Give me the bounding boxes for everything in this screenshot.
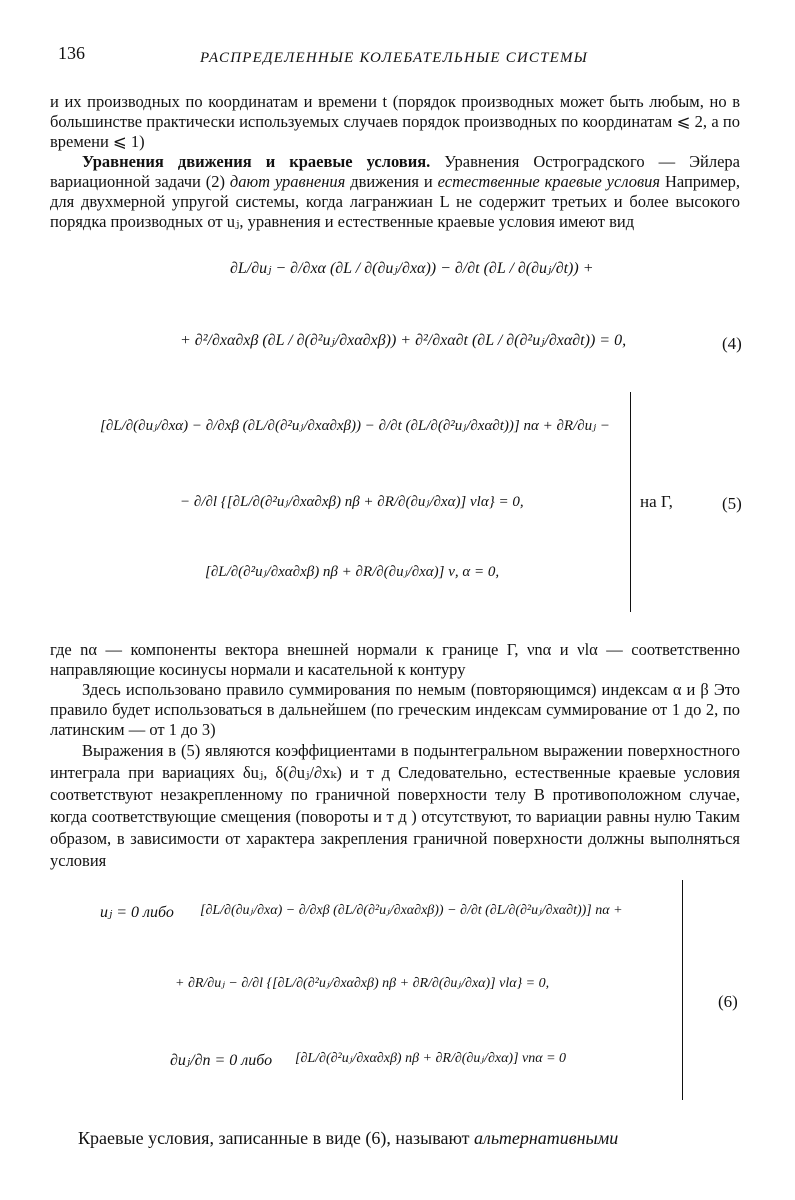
equation-5-line-2: − ∂/∂l {[∂L/∂(∂²uⱼ/∂xα∂xβ) nβ + ∂R/∂(∂uⱼ/∂xα)] νlα} = 0, [180, 494, 524, 510]
equation-5-line-1: [∂L/∂(∂uⱼ/∂xα) − ∂/∂xβ (∂L/∂(∂²uⱼ/∂xα∂xβ)) − ∂/∂t (∂L/∂(∂²uⱼ/∂xα∂t))] nα + ∂R/∂uⱼ − [100, 418, 610, 434]
italic-term: альтернативными [474, 1128, 619, 1148]
equation-5-line-3: [∂L/∂(∂²uⱼ/∂xα∂xβ) nβ + ∂R/∂(∂uⱼ/∂xα)] ν, α = 0, [205, 564, 500, 580]
equation-5-label: (5) [722, 494, 742, 513]
equation-4-line-2: + ∂²/∂xα∂xβ (∂L / ∂(∂²uⱼ/∂xα∂xβ)) + ∂²/∂xα∂t (∂L / ∂(∂²uⱼ/∂xα∂t)) = 0, [180, 332, 627, 349]
paragraph-intro: и их производных по координатам и времени t (порядок производных может быть любым, но в большинстве практически используемых случаев порядок производных по координатам ⩽ 2, а по времени ⩽ 1) [50, 92, 740, 151]
paragraph-summation: Здесь использовано правило суммирования по немым (повторяющимся) индексам α и β Это правило будет использоваться в дальнейшем (по греческим индексам суммирование от 1 до 2, по латинским — от 1 до 3) [50, 680, 740, 739]
text: движения и [345, 172, 438, 191]
section-heading: Уравнения движения и краевые условия. [82, 152, 431, 171]
on-gamma-label: на Γ, [640, 492, 673, 511]
equation-6-line-1: [∂L/∂(∂uⱼ/∂xα) − ∂/∂xβ (∂L/∂(∂²uⱼ/∂xα∂xβ)) − ∂/∂t (∂L/∂(∂²uⱼ/∂xα∂t))] nα + [200, 903, 623, 918]
equation-4-line-1: ∂L/∂uⱼ − ∂/∂xα (∂L / ∂(∂uⱼ/∂xα)) − ∂/∂t (∂L / ∂(∂uⱼ/∂t)) + [230, 260, 594, 277]
equation-4 [150, 250, 770, 395]
paragraph-normals: где nα — компоненты вектора внешней нормали к границе Γ, νnα и νlα — соответственно направляющие косинусы нормали и касательной к контуру [50, 640, 740, 679]
equation-6 [100, 880, 770, 1110]
text: Краевые условия, записанные в виде (6), называют [78, 1128, 475, 1148]
equation-6-line-3: [∂L/∂(∂²uⱼ/∂xα∂xβ) nβ + ∂R/∂(∂uⱼ/∂xα)] νnα = 0 [295, 1051, 567, 1066]
equation-6-line-1-prefix: uⱼ = 0 либо [100, 904, 174, 921]
equation-5 [100, 392, 770, 617]
text: Уравнения Остроградского — Эйлера вариационной задачи (2) [50, 152, 740, 191]
right-brace [672, 880, 683, 1100]
equation-4-label: (4) [722, 334, 742, 353]
running-head: РАСПРЕДЕЛЕННЫЕ КОЛЕБАТЕЛЬНЫЕ СИСТЕМЫ [200, 50, 589, 66]
right-brace [620, 392, 631, 612]
paragraph-final [78, 1128, 618, 1149]
paragraph-variations: Выражения в (5) являются коэффициентами в подынтегральном выражении поверхностного интеграла при вариациях δuⱼ, δ(∂uⱼ/∂xₖ) и т д Следовательно, естественные краевые условия соответствуют незакрепленному по граничной поверхности телу В противоположном случае, когда соответствующие смещения (повороты и т д ) отсутствуют, то вариации равны нулю Таким образом, в зависимости от характера закрепления граничной поверхности должны выполняться условия [50, 741, 740, 870]
page-number: 136 [58, 43, 85, 63]
paragraph-equations-heading [50, 152, 740, 232]
equation-6-line-2: + ∂R/∂uⱼ − ∂/∂l {[∂L/∂(∂²uⱼ/∂xα∂xβ) nβ + ∂R/∂(∂uⱼ/∂xα)] νlα} = 0, [175, 976, 550, 991]
italic-text: дают уравнения [229, 172, 346, 191]
text: Например, для двухмерной упругой системы, когда лагранжиан L не содержит третьих и более высокого порядка производных от uⱼ, уравнения и естественные краевые условия имеют вид [50, 172, 741, 231]
italic-text: естественные краевые условия [437, 172, 661, 191]
equation-6-line-3-prefix: ∂uⱼ/∂n = 0 либо [170, 1052, 273, 1069]
equation-6-label: (6) [718, 992, 738, 1011]
